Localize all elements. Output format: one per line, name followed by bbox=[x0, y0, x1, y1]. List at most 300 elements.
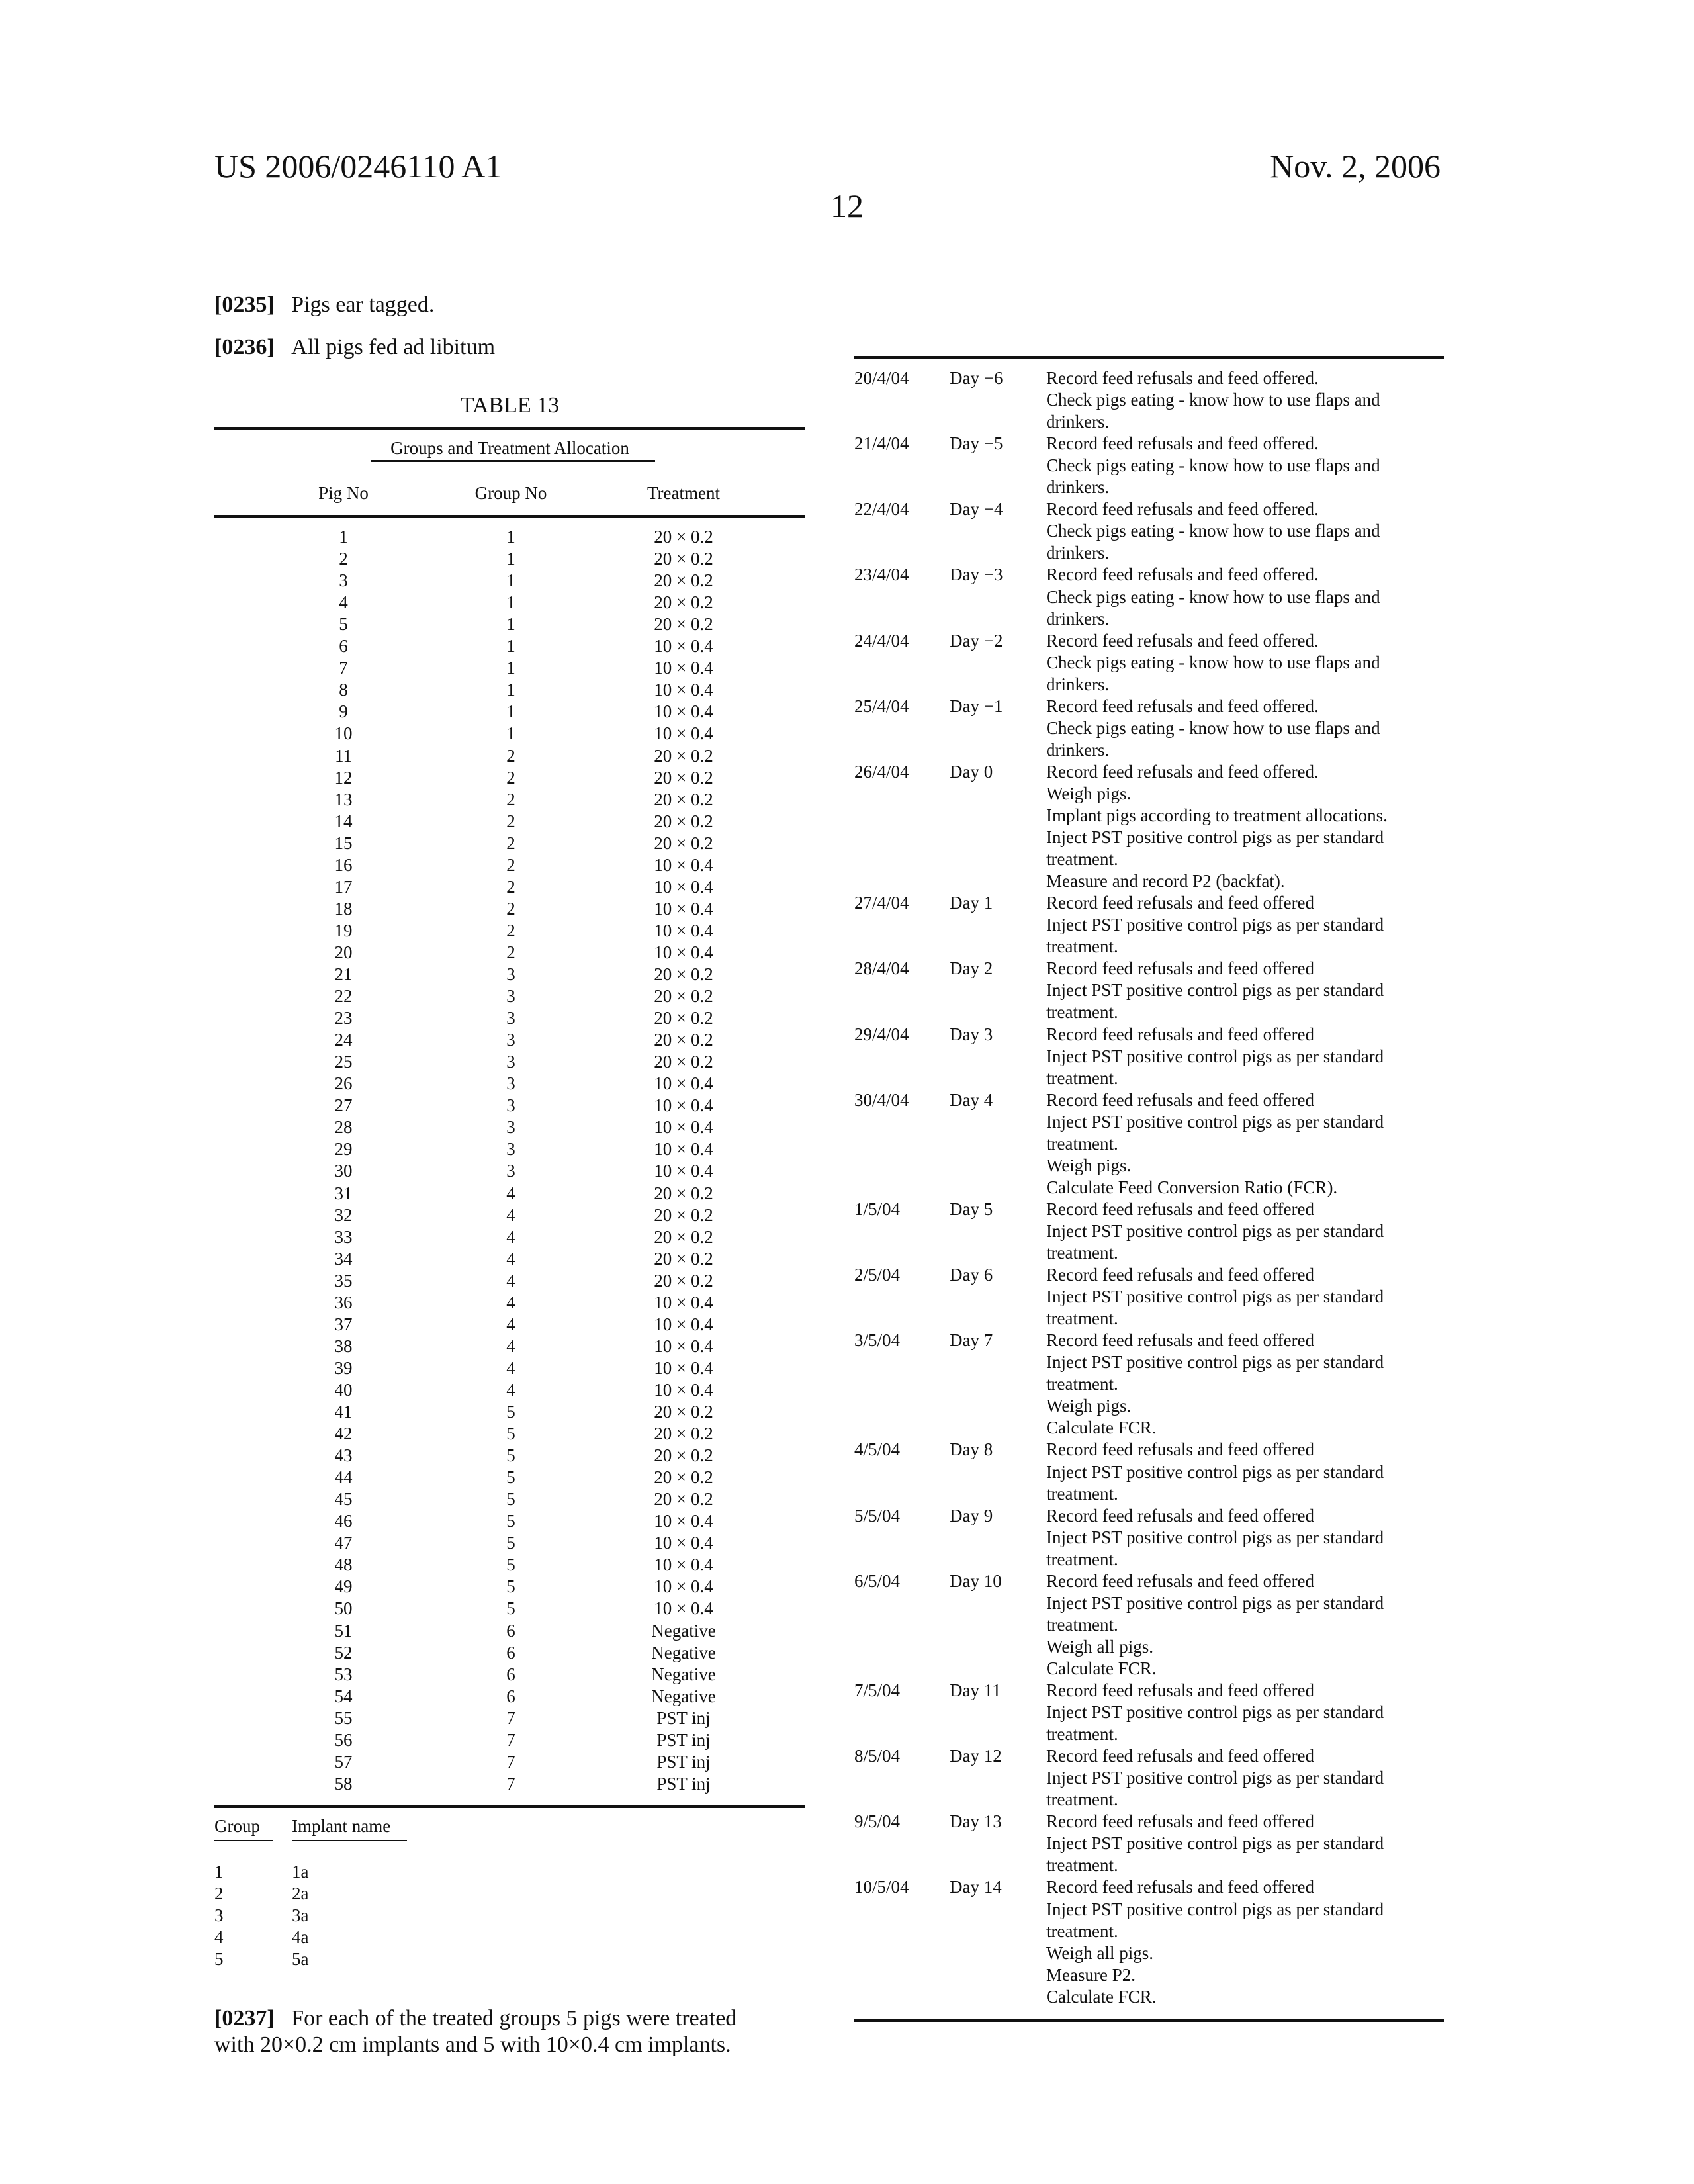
table-cell: 20 × 0.2 bbox=[617, 833, 750, 854]
table-cell: 3 bbox=[445, 1138, 577, 1160]
table-cell: 33 bbox=[277, 1226, 410, 1248]
schedule-activity: Check pigs eating - know how to use flaps and bbox=[1046, 717, 1380, 739]
table-cell: 15 bbox=[277, 833, 410, 854]
subtitle-underline bbox=[371, 460, 655, 462]
table-cell: 20 × 0.2 bbox=[617, 1248, 750, 1270]
table-cell: 5 bbox=[445, 1510, 577, 1532]
paragraph-text: All pigs fed ad libitum bbox=[291, 335, 495, 359]
table-cell: 43 bbox=[277, 1445, 410, 1467]
schedule-date: 26/4/04 bbox=[854, 761, 909, 783]
table-cell: 14 bbox=[277, 811, 410, 833]
table-cell: 44 bbox=[277, 1467, 410, 1488]
table-cell: 20 × 0.2 bbox=[617, 1029, 750, 1051]
table-cell: 20 × 0.2 bbox=[617, 1401, 750, 1423]
schedule-activity: Measure and record P2 (backfat). bbox=[1046, 870, 1285, 892]
table-top-rule bbox=[214, 427, 805, 430]
schedule-day: Day 4 bbox=[950, 1089, 993, 1111]
table-cell: 10 × 0.4 bbox=[617, 942, 750, 964]
schedule-activity: drinkers. bbox=[1046, 608, 1109, 630]
table-cell: 51 bbox=[277, 1620, 410, 1642]
schedule-activity: Check pigs eating - know how to use flaps and bbox=[1046, 389, 1380, 411]
schedule-day: Day 7 bbox=[950, 1330, 993, 1351]
table-cell: 7 bbox=[277, 657, 410, 679]
schedule-activity: Weigh pigs. bbox=[1046, 783, 1131, 805]
schedule-day: Day 8 bbox=[950, 1439, 993, 1461]
table-cell: Negative bbox=[617, 1642, 750, 1664]
table-cell: 37 bbox=[277, 1314, 410, 1336]
schedule-day: Day 5 bbox=[950, 1199, 993, 1220]
schedule-activity: Record feed refusals and feed offered bbox=[1046, 1680, 1314, 1702]
table-cell: 41 bbox=[277, 1401, 410, 1423]
table-cell: 4 bbox=[445, 1270, 577, 1292]
table-cell: 20 × 0.2 bbox=[617, 789, 750, 811]
paragraph-number: [0236] bbox=[214, 335, 275, 359]
table-cell: 10 × 0.4 bbox=[617, 1292, 750, 1314]
table-cell: 30 bbox=[277, 1160, 410, 1182]
schedule-activity: Record feed refusals and feed offered. bbox=[1046, 761, 1319, 783]
schedule-activity: Record feed refusals and feed offered bbox=[1046, 1876, 1314, 1898]
table-cell: 2 bbox=[445, 942, 577, 964]
table-cell: 1 bbox=[445, 526, 577, 548]
schedule-activity: treatment. bbox=[1046, 1242, 1118, 1264]
table-cell: 10 × 0.4 bbox=[617, 1554, 750, 1576]
table-cell: 7 bbox=[445, 1729, 577, 1751]
table-cell: 20 × 0.2 bbox=[617, 1183, 750, 1205]
schedule-day: Day −4 bbox=[950, 498, 1003, 520]
table-cell: 20 × 0.2 bbox=[617, 570, 750, 592]
schedule-date: 10/5/04 bbox=[854, 1876, 909, 1898]
table-cell: 10 × 0.4 bbox=[617, 1379, 750, 1401]
paragraph-text: Pigs ear tagged. bbox=[291, 293, 434, 317]
schedule-date: 7/5/04 bbox=[854, 1680, 900, 1702]
table-cell: 20 × 0.2 bbox=[617, 1488, 750, 1510]
table-cell: 3 bbox=[277, 570, 410, 592]
schedule-date: 1/5/04 bbox=[854, 1199, 900, 1220]
table-cell: 20 × 0.2 bbox=[617, 985, 750, 1007]
table-cell: 2 bbox=[445, 854, 577, 876]
table-cell: 6 bbox=[277, 635, 410, 657]
table-cell: 57 bbox=[277, 1751, 410, 1773]
table-cell: 1 bbox=[445, 701, 577, 723]
schedule-day: Day 11 bbox=[950, 1680, 1001, 1702]
table-cell: 9 bbox=[277, 701, 410, 723]
table-cell: 2 bbox=[277, 548, 410, 570]
implant-group: 4 bbox=[214, 1927, 224, 1948]
table-cell: Negative bbox=[617, 1686, 750, 1707]
schedule-activity: Record feed refusals and feed offered bbox=[1046, 1199, 1314, 1220]
table-cell: 20 × 0.2 bbox=[617, 767, 750, 789]
table-bottom-rule bbox=[214, 1805, 805, 1808]
table-cell: 3 bbox=[445, 1029, 577, 1051]
schedule-activity: Record feed refusals and feed offered. bbox=[1046, 630, 1319, 652]
table-cell: 6 bbox=[445, 1620, 577, 1642]
table-cell: 10 × 0.4 bbox=[617, 876, 750, 898]
schedule-date: 5/5/04 bbox=[854, 1505, 900, 1527]
table-cell: 2 bbox=[445, 898, 577, 920]
table-cell: 4 bbox=[445, 1314, 577, 1336]
schedule-day: Day 6 bbox=[950, 1264, 993, 1286]
table-cell: 54 bbox=[277, 1686, 410, 1707]
schedule-activity: Inject PST positive control pigs as per standard bbox=[1046, 1220, 1384, 1242]
table-cell: 1 bbox=[445, 614, 577, 635]
table-cell: 42 bbox=[277, 1423, 410, 1445]
table-cell: 20 × 0.2 bbox=[617, 1007, 750, 1029]
paragraph-line bbox=[214, 2005, 736, 2032]
table-cell: 4 bbox=[445, 1226, 577, 1248]
schedule-date: 20/4/04 bbox=[854, 367, 909, 389]
table-cell: 2 bbox=[445, 876, 577, 898]
table-cell: 10 × 0.4 bbox=[617, 1576, 750, 1598]
schedule-activity: treatment. bbox=[1046, 1133, 1118, 1155]
schedule-activity: treatment. bbox=[1046, 1001, 1118, 1023]
schedule-activity: drinkers. bbox=[1046, 477, 1109, 498]
implant-name: 4a bbox=[292, 1927, 308, 1948]
table-cell: 12 bbox=[277, 767, 410, 789]
table-cell: 16 bbox=[277, 854, 410, 876]
schedule-activity: treatment. bbox=[1046, 1549, 1118, 1570]
table-cell: 36 bbox=[277, 1292, 410, 1314]
table-cell: 10 × 0.4 bbox=[617, 898, 750, 920]
table-cell: 7 bbox=[445, 1751, 577, 1773]
paragraph-0235 bbox=[214, 293, 434, 318]
table-cell: 20 × 0.2 bbox=[617, 745, 750, 767]
table-cell: 10 × 0.4 bbox=[617, 723, 750, 745]
schedule-date: 3/5/04 bbox=[854, 1330, 900, 1351]
schedule-day: Day 12 bbox=[950, 1745, 1002, 1767]
table-cell: 4 bbox=[445, 1205, 577, 1226]
table-cell: 50 bbox=[277, 1598, 410, 1619]
table-cell: 32 bbox=[277, 1205, 410, 1226]
schedule-bottom-rule bbox=[854, 2019, 1444, 2022]
schedule-date: 4/5/04 bbox=[854, 1439, 900, 1461]
table-cell: 1 bbox=[445, 679, 577, 701]
table-cell: 20 × 0.2 bbox=[617, 1467, 750, 1488]
schedule-activity: treatment. bbox=[1046, 1723, 1118, 1745]
table-cell: 10 × 0.4 bbox=[617, 1510, 750, 1532]
schedule-date: 8/5/04 bbox=[854, 1745, 900, 1767]
table-cell: 2 bbox=[445, 767, 577, 789]
table-cell: 56 bbox=[277, 1729, 410, 1751]
table-cell: 52 bbox=[277, 1642, 410, 1664]
table-cell: 20 × 0.2 bbox=[617, 592, 750, 614]
implant-group: 3 bbox=[214, 1905, 224, 1927]
schedule-date: 21/4/04 bbox=[854, 433, 909, 455]
schedule-date: 30/4/04 bbox=[854, 1089, 909, 1111]
table-cell: 28 bbox=[277, 1116, 410, 1138]
table-cell: 8 bbox=[277, 679, 410, 701]
schedule-activity: Inject PST positive control pigs as per standard bbox=[1046, 914, 1384, 936]
schedule-activity: Inject PST positive control pigs as per standard bbox=[1046, 1833, 1384, 1854]
schedule-activity: Record feed refusals and feed offered bbox=[1046, 958, 1314, 979]
table-cell: 5 bbox=[445, 1401, 577, 1423]
table-title: TABLE 13 bbox=[214, 393, 805, 418]
schedule-activity: treatment. bbox=[1046, 1483, 1118, 1505]
table-cell: 27 bbox=[277, 1095, 410, 1116]
table-cell: 17 bbox=[277, 876, 410, 898]
schedule-activity: treatment. bbox=[1046, 1854, 1118, 1876]
schedule-date: 28/4/04 bbox=[854, 958, 909, 979]
schedule-day: Day −2 bbox=[950, 630, 1003, 652]
table-cell: 20 bbox=[277, 942, 410, 964]
table-cell: 46 bbox=[277, 1510, 410, 1532]
table-cell: 10 × 0.4 bbox=[617, 1336, 750, 1357]
table-cell: 6 bbox=[445, 1664, 577, 1686]
table-cell: 31 bbox=[277, 1183, 410, 1205]
table-cell: 10 × 0.4 bbox=[617, 1160, 750, 1182]
table-cell: 3 bbox=[445, 985, 577, 1007]
schedule-activity: Check pigs eating - know how to use flaps and bbox=[1046, 455, 1380, 477]
schedule-date: 29/4/04 bbox=[854, 1024, 909, 1046]
schedule-date: 24/4/04 bbox=[854, 630, 909, 652]
schedule-day: Day −3 bbox=[950, 564, 1003, 586]
schedule-activity: Record feed refusals and feed offered bbox=[1046, 892, 1314, 914]
paragraph-number: [0235] bbox=[214, 293, 275, 317]
table-cell: 4 bbox=[445, 1292, 577, 1314]
schedule-activity: Inject PST positive control pigs as per standard bbox=[1046, 1767, 1384, 1789]
table-cell: 40 bbox=[277, 1379, 410, 1401]
table-cell: 47 bbox=[277, 1532, 410, 1554]
table-cell: 10 × 0.4 bbox=[617, 1357, 750, 1379]
table-cell: 4 bbox=[445, 1183, 577, 1205]
schedule-activity: Calculate Feed Conversion Ratio (FCR). bbox=[1046, 1177, 1337, 1199]
table-cell: 20 × 0.2 bbox=[617, 1226, 750, 1248]
table-cell: 45 bbox=[277, 1488, 410, 1510]
schedule-day: Day 2 bbox=[950, 958, 993, 979]
schedule-activity: Record feed refusals and feed offered bbox=[1046, 1089, 1314, 1111]
table-cell: 5 bbox=[445, 1554, 577, 1576]
schedule-activity: Record feed refusals and feed offered bbox=[1046, 1745, 1314, 1767]
schedule-activity: Record feed refusals and feed offered bbox=[1046, 1811, 1314, 1833]
table-cell: 10 × 0.4 bbox=[617, 1073, 750, 1095]
table-cell: 10 × 0.4 bbox=[617, 920, 750, 942]
paragraph-number: [0237] bbox=[214, 2006, 275, 2030]
table-cell: 20 × 0.2 bbox=[617, 1270, 750, 1292]
table-cell: 22 bbox=[277, 985, 410, 1007]
table-cell: 55 bbox=[277, 1707, 410, 1729]
table-cell: 11 bbox=[277, 745, 410, 767]
table-cell: PST inj bbox=[617, 1751, 750, 1773]
schedule-day: Day 14 bbox=[950, 1876, 1002, 1898]
table-cell: 20 × 0.2 bbox=[617, 964, 750, 985]
column-header-group: Group bbox=[214, 1816, 260, 1837]
schedule-activity: treatment. bbox=[1046, 1308, 1118, 1330]
implant-group: 2 bbox=[214, 1883, 224, 1905]
table-cell: 3 bbox=[445, 1116, 577, 1138]
schedule-date: 6/5/04 bbox=[854, 1570, 900, 1592]
schedule-activity: Record feed refusals and feed offered bbox=[1046, 1024, 1314, 1046]
schedule-activity: drinkers. bbox=[1046, 674, 1109, 696]
table-cell: 5 bbox=[445, 1532, 577, 1554]
table-cell: 20 × 0.2 bbox=[617, 1051, 750, 1073]
table-cell: 10 × 0.4 bbox=[617, 1314, 750, 1336]
implant-name: 5a bbox=[292, 1948, 308, 1970]
table-cell: 26 bbox=[277, 1073, 410, 1095]
column-header-treatment: Treatment bbox=[617, 482, 750, 504]
schedule-date: 2/5/04 bbox=[854, 1264, 900, 1286]
column-header-pig-no: Pig No bbox=[277, 482, 410, 504]
schedule-date: 27/4/04 bbox=[854, 892, 909, 914]
table-cell: 24 bbox=[277, 1029, 410, 1051]
table-cell: 23 bbox=[277, 1007, 410, 1029]
schedule-activity: Implant pigs according to treatment allocations. bbox=[1046, 805, 1388, 827]
schedule-activity: Check pigs eating - know how to use flaps and bbox=[1046, 586, 1380, 608]
patent-number: US 2006/0246110 A1 bbox=[214, 147, 502, 185]
table-cell: 5 bbox=[445, 1598, 577, 1619]
schedule-top-rule bbox=[854, 356, 1444, 359]
schedule-activity: Record feed refusals and feed offered. bbox=[1046, 498, 1319, 520]
schedule-activity: Inject PST positive control pigs as per standard bbox=[1046, 1592, 1384, 1614]
schedule-activity: Calculate FCR. bbox=[1046, 1658, 1156, 1680]
schedule-day: Day −5 bbox=[950, 433, 1003, 455]
table-cell: 6 bbox=[445, 1686, 577, 1707]
table-cell: 19 bbox=[277, 920, 410, 942]
table-cell: 20 × 0.2 bbox=[617, 1445, 750, 1467]
table-cell: 7 bbox=[445, 1773, 577, 1795]
schedule-activity: Inject PST positive control pigs as per standard bbox=[1046, 1111, 1384, 1133]
table-cell: 5 bbox=[445, 1445, 577, 1467]
table-cell: 3 bbox=[445, 1095, 577, 1116]
table-cell: 5 bbox=[445, 1467, 577, 1488]
publication-date: Nov. 2, 2006 bbox=[1270, 147, 1441, 185]
schedule-activity: drinkers. bbox=[1046, 542, 1109, 564]
table-cell: 3 bbox=[445, 1051, 577, 1073]
table-cell: 1 bbox=[445, 592, 577, 614]
implant-group: 1 bbox=[214, 1861, 224, 1883]
schedule-activity: Inject PST positive control pigs as per standard bbox=[1046, 1286, 1384, 1308]
schedule-activity: Inject PST positive control pigs as per standard bbox=[1046, 1527, 1384, 1549]
implant-name: 1a bbox=[292, 1861, 308, 1883]
table-subtitle: Groups and Treatment Allocation bbox=[214, 438, 805, 459]
table-cell: 3 bbox=[445, 1073, 577, 1095]
schedule-day: Day 0 bbox=[950, 761, 993, 783]
schedule-date: 22/4/04 bbox=[854, 498, 909, 520]
paragraph-line: with 20×0.2 cm implants and 5 with 10×0.4 cm implants. bbox=[214, 2032, 736, 2058]
table-cell: 29 bbox=[277, 1138, 410, 1160]
implant-group: 5 bbox=[214, 1948, 224, 1970]
paragraph-0236 bbox=[214, 335, 495, 360]
schedule-activity: Record feed refusals and feed offered. bbox=[1046, 367, 1319, 389]
column-header-group-no: Group No bbox=[445, 482, 577, 504]
schedule-date: 23/4/04 bbox=[854, 564, 909, 586]
table-cell: 35 bbox=[277, 1270, 410, 1292]
schedule-activity: drinkers. bbox=[1046, 739, 1109, 761]
schedule-activity: Inject PST positive control pigs as per standard bbox=[1046, 1046, 1384, 1068]
schedule-day: Day 3 bbox=[950, 1024, 993, 1046]
table-cell: 3 bbox=[445, 1160, 577, 1182]
table-cell: 10 × 0.4 bbox=[617, 679, 750, 701]
table-cell: 21 bbox=[277, 964, 410, 985]
schedule-activity: Record feed refusals and feed offered. bbox=[1046, 433, 1319, 455]
table-cell: 20 × 0.2 bbox=[617, 1423, 750, 1445]
table-cell: 38 bbox=[277, 1336, 410, 1357]
table-cell: PST inj bbox=[617, 1707, 750, 1729]
table-cell: PST inj bbox=[617, 1729, 750, 1751]
table-cell: 39 bbox=[277, 1357, 410, 1379]
table-cell: 10 × 0.4 bbox=[617, 854, 750, 876]
schedule-activity: Inject PST positive control pigs as per standard bbox=[1046, 979, 1384, 1001]
table-cell: 5 bbox=[445, 1488, 577, 1510]
table-cell: 2 bbox=[445, 833, 577, 854]
table-cell: Negative bbox=[617, 1620, 750, 1642]
table-cell: Negative bbox=[617, 1664, 750, 1686]
table-cell: 3 bbox=[445, 964, 577, 985]
table-cell: 1 bbox=[445, 570, 577, 592]
schedule-activity: treatment. bbox=[1046, 936, 1118, 958]
schedule-activity: Record feed refusals and feed offered bbox=[1046, 1264, 1314, 1286]
table-cell: 10 bbox=[277, 723, 410, 745]
schedule-activity: Record feed refusals and feed offered bbox=[1046, 1439, 1314, 1461]
table-cell: 34 bbox=[277, 1248, 410, 1270]
schedule-activity: Inject PST positive control pigs as per standard bbox=[1046, 1702, 1384, 1723]
schedule-activity: Weigh pigs. bbox=[1046, 1395, 1131, 1417]
page-number: 12 bbox=[0, 187, 1694, 225]
table-cell: 58 bbox=[277, 1773, 410, 1795]
implant-name: 2a bbox=[292, 1883, 308, 1905]
table-cell: PST inj bbox=[617, 1773, 750, 1795]
table-cell: 2 bbox=[445, 789, 577, 811]
table-cell: 5 bbox=[445, 1423, 577, 1445]
table-cell: 10 × 0.4 bbox=[617, 701, 750, 723]
table-cell: 25 bbox=[277, 1051, 410, 1073]
table-cell: 7 bbox=[445, 1707, 577, 1729]
schedule-day: Day 10 bbox=[950, 1570, 1002, 1592]
table-cell: 10 × 0.4 bbox=[617, 1532, 750, 1554]
schedule-activity: treatment. bbox=[1046, 1921, 1118, 1942]
table-cell: 49 bbox=[277, 1576, 410, 1598]
schedule-activity: drinkers. bbox=[1046, 411, 1109, 433]
schedule-date: 25/4/04 bbox=[854, 696, 909, 717]
table-cell: 10 × 0.4 bbox=[617, 1138, 750, 1160]
schedule-activity: Record feed refusals and feed offered. bbox=[1046, 696, 1319, 717]
header-rule bbox=[214, 515, 805, 518]
underline bbox=[214, 1840, 273, 1841]
schedule-activity: Inject PST positive control pigs as per standard bbox=[1046, 1351, 1384, 1373]
table-cell: 5 bbox=[445, 1576, 577, 1598]
schedule-activity: treatment. bbox=[1046, 1373, 1118, 1395]
table-cell: 4 bbox=[445, 1248, 577, 1270]
table-cell: 1 bbox=[445, 657, 577, 679]
schedule-activity: Weigh all pigs. bbox=[1046, 1636, 1153, 1658]
table-cell: 20 × 0.2 bbox=[617, 614, 750, 635]
table-cell: 4 bbox=[445, 1357, 577, 1379]
schedule-activity: treatment. bbox=[1046, 848, 1118, 870]
schedule-activity: treatment. bbox=[1046, 1068, 1118, 1089]
schedule-day: Day 1 bbox=[950, 892, 993, 914]
table-cell: 6 bbox=[445, 1642, 577, 1664]
table-cell: 2 bbox=[445, 745, 577, 767]
table-cell: 1 bbox=[445, 723, 577, 745]
schedule-activity: Inject PST positive control pigs as per standard bbox=[1046, 1899, 1384, 1921]
schedule-activity: Check pigs eating - know how to use flaps and bbox=[1046, 520, 1380, 542]
table-cell: 4 bbox=[277, 592, 410, 614]
table-cell: 10 × 0.4 bbox=[617, 657, 750, 679]
underline bbox=[292, 1840, 407, 1841]
column-header-implant-name: Implant name bbox=[292, 1816, 390, 1837]
paragraph-0237 bbox=[214, 2005, 736, 2058]
table-cell: 2 bbox=[445, 811, 577, 833]
table-cell: 20 × 0.2 bbox=[617, 1205, 750, 1226]
table-cell: 1 bbox=[277, 526, 410, 548]
schedule-activity: Inject PST positive control pigs as per standard bbox=[1046, 1461, 1384, 1483]
table-cell: 10 × 0.4 bbox=[617, 1095, 750, 1116]
schedule-activity: Record feed refusals and feed offered bbox=[1046, 1570, 1314, 1592]
schedule-activity: Calculate FCR. bbox=[1046, 1417, 1156, 1439]
schedule-activity: Inject PST positive control pigs as per standard bbox=[1046, 827, 1384, 848]
table-cell: 48 bbox=[277, 1554, 410, 1576]
table-cell: 20 × 0.2 bbox=[617, 548, 750, 570]
schedule-activity: Record feed refusals and feed offered. bbox=[1046, 564, 1319, 586]
schedule-activity: treatment. bbox=[1046, 1614, 1118, 1636]
